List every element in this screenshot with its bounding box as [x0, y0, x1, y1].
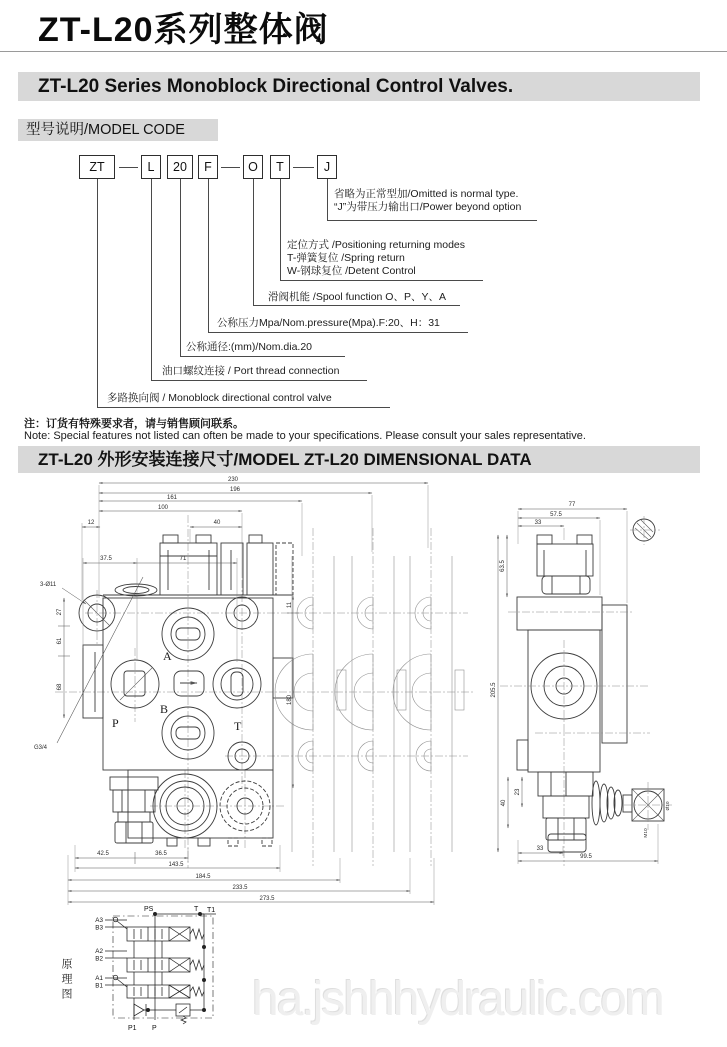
- dim-label: 23: [515, 788, 521, 796]
- schematic-label-ps: PS: [144, 906, 154, 913]
- dim-label: 40: [213, 520, 221, 526]
- dim-label: M10: [644, 828, 649, 838]
- schematic-label-b3: B3: [95, 924, 103, 932]
- dim-label: 196: [229, 487, 241, 493]
- note-cn: 注：订货有特殊要求者，请与销售顾问联系。: [24, 418, 244, 430]
- dim-label: 36.5: [155, 851, 167, 857]
- code-label-zt: 多路换向阀 / Monoblock directional control valve: [107, 392, 332, 404]
- schematic-title: 原理图: [60, 958, 72, 1003]
- dim-label: 12: [87, 520, 95, 526]
- schematic-label-a3: A3: [95, 917, 103, 924]
- front-view-bottom-assembly: [110, 770, 273, 846]
- dim-label: 68: [57, 683, 63, 691]
- code-label-20: 公称通径:(mm)/Nom.dia.20: [186, 341, 313, 353]
- front-view-spool-caps: [103, 535, 293, 596]
- dimensional-heading: ZT-L20 外形安装连接尺寸/MODEL ZT-L20 DIMENSIONAL DATA: [18, 446, 700, 473]
- dim-label: 180: [287, 694, 293, 706]
- code-label-j-line1: 省略为正常型加/Omitted is normal type.: [334, 188, 519, 200]
- port-label-t: T: [234, 719, 242, 733]
- model-code-box-20: 20: [167, 155, 193, 179]
- port-label-a: A: [163, 649, 172, 663]
- hydraulic-schematic: [95, 906, 216, 1032]
- dim-label: 71: [179, 556, 187, 562]
- port-label-b: B: [160, 702, 169, 716]
- dim-label: 273.5: [259, 896, 275, 902]
- phantom-section: [335, 556, 406, 852]
- series-banner: ZT-L20 Series Monoblock Directional Control Valves.: [18, 72, 700, 101]
- dim-label: 27: [57, 608, 63, 616]
- model-code-heading: 型号说明/MODEL CODE: [18, 119, 218, 141]
- model-code-box-l: L: [141, 155, 161, 179]
- dim-label: 42.5: [97, 851, 109, 857]
- model-code-box-t: T: [270, 155, 290, 179]
- code-label-t-line3: W-钢球复位 /Detent Control: [287, 265, 416, 277]
- dim-label: 11: [287, 601, 293, 609]
- schematic-label-a1: A1: [95, 975, 103, 982]
- code-label-o: 滑阀机能 /Spool function O、P、Y、A: [268, 291, 446, 303]
- schematic-label-b1: B1: [95, 982, 103, 990]
- dim-label: 205.5: [491, 682, 497, 698]
- phantom-section: [275, 556, 346, 852]
- dim-label: 233.5: [232, 885, 248, 891]
- note-en: Note: Special features not listed can often be made to your specifications. Please consult your sales representative.: [24, 430, 586, 442]
- code-label-t-line2: T-弹簧复位 /Spring return: [287, 252, 405, 264]
- code-label-l: 油口螺纹连接 / Port thread connection: [162, 365, 340, 377]
- front-view-dimensions: [34, 477, 434, 905]
- schematic-label-a2: A2: [95, 948, 103, 955]
- dim-label: 143.5: [168, 862, 184, 868]
- thread-callout: G3/4: [34, 745, 48, 751]
- schematic-label-b2: B2: [95, 955, 103, 963]
- model-code-box-f: F: [198, 155, 218, 179]
- dim-label: 77: [568, 502, 576, 508]
- dim-label: 230: [227, 477, 239, 483]
- phantom-sections: [275, 556, 464, 852]
- hole-callout: 3-Ø11: [40, 582, 57, 588]
- front-view-body: [57, 577, 293, 770]
- schematic-label-p: P: [152, 1025, 157, 1032]
- dim-label: 63.5: [500, 560, 506, 572]
- dim-label: Ø10: [666, 801, 671, 811]
- dim-label: 33: [534, 520, 542, 526]
- dim-label: 100: [157, 505, 169, 511]
- port-label-p: P: [112, 716, 119, 730]
- dim-label: 184.5: [195, 874, 211, 880]
- dim-label: 61: [57, 637, 63, 645]
- model-code-box-zt: ZT: [79, 155, 115, 179]
- watermark: ha.jshhhydraulic.com: [252, 973, 663, 1026]
- schematic-label-p1: P1: [128, 1025, 137, 1032]
- page-title: ZT-L20系列整体阀: [38, 11, 329, 49]
- dim-label: 161: [166, 495, 178, 501]
- dim-label: 33: [536, 846, 544, 852]
- dim-label: 40: [501, 799, 507, 807]
- model-code-box-o: O: [243, 155, 263, 179]
- schematic-label-t1: T1: [207, 907, 216, 914]
- schematic-label-t: T: [194, 906, 199, 913]
- code-label-t-line1: 定位方式 /Positioning returning modes: [287, 239, 465, 251]
- dim-label: 99.5: [580, 854, 592, 860]
- dim-label: 37.5: [100, 556, 112, 562]
- phantom-section: [393, 556, 464, 852]
- side-view-dimensions: [491, 502, 671, 864]
- side-view: [500, 516, 672, 866]
- code-label-j-line2: “J”为带压力输出口/Power beyond option: [334, 201, 522, 213]
- code-label-f: 公称压力Mpa/Nom.pressure(Mpa).F:20、H：31: [217, 317, 440, 329]
- dim-label: 57.5: [550, 512, 562, 518]
- model-code-box-j: J: [317, 155, 337, 179]
